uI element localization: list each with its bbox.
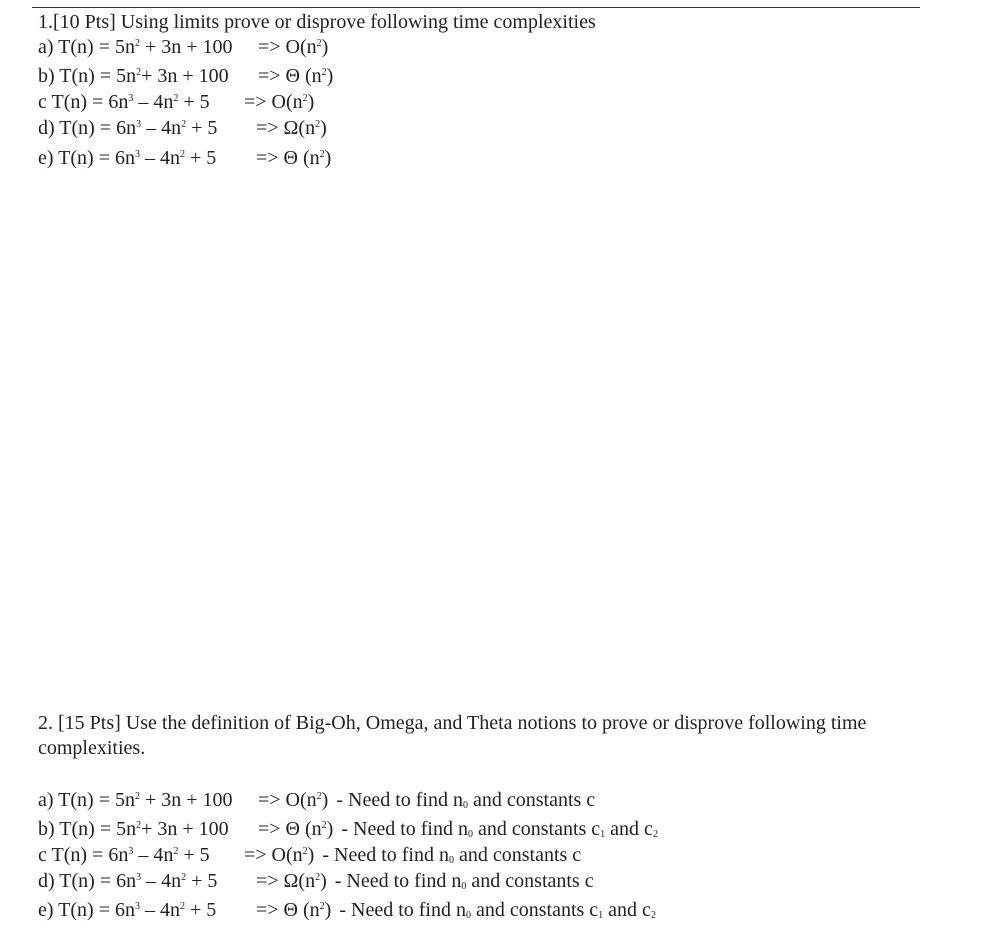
q1-item-b	[38, 64, 333, 88]
q1-item-d	[38, 116, 327, 140]
q2-item-a-note: - Need to find $n_0$ and constants c	[336, 789, 596, 811]
q1-item-e	[38, 146, 331, 170]
q2-item-c-bound: => $O(n^2)$	[244, 844, 315, 866]
q1-item-e-expr: e) $T(n) = 6n^3 - 4n^2 + 5$	[38, 147, 217, 169]
q1-item-d-bound: => $\Omega(n^2)$	[256, 117, 327, 139]
q1-item-a	[38, 35, 328, 59]
q1-item-a-bound: => $O(n^2)$	[258, 36, 329, 58]
q2-item-d-bound: => $\Omega(n^2)$	[256, 870, 327, 892]
q1-item-e-bound: => Θ $(n^2)$	[256, 147, 332, 169]
q2-heading-line2: complexities.	[38, 737, 146, 759]
q2-heading-line1: 2. [15 Pts] Use the definition of Big-Oh, Omega, and Theta notions to prove or disprove following time	[38, 712, 867, 734]
q2-item-a-bound: => $O(n^2)$	[258, 789, 329, 811]
q2-item-a	[38, 788, 595, 812]
q2-item-e-bound: => Θ $(n^2)$	[256, 899, 332, 921]
q2-item-b-note: - Need to find $n_0$ and constants $c_1$ and $c_2$	[341, 818, 658, 840]
q1-item-c-expr: c $T(n) = 6n^3 - 4n^2 + 5$	[38, 91, 210, 113]
q1-item-b-bound: => Θ $(n^2)$	[258, 65, 334, 87]
q2-item-e-note: - Need to find $n_0$ and constants $c_1$ and $c_2$	[339, 899, 656, 921]
q2-item-e-expr: e) $T(n) = 6n^3 - 4n^2 + 5$	[38, 899, 217, 921]
q1-item-d-expr: d) $T(n) = 6n^3 - 4n^2 + 5$	[38, 117, 218, 139]
q2-item-d	[38, 869, 594, 893]
top-rule	[32, 7, 920, 8]
q2-item-d-expr: d) $T(n) = 6n^3 - 4n^2 + 5$	[38, 870, 218, 892]
q2-item-c-note: - Need to find $n_0$ and constants c	[322, 844, 582, 866]
q1-item-a-expr: a) $T(n) = 5n^2 + 3n + 100$	[38, 36, 233, 58]
q2-item-d-note: - Need to find $n_0$ and constants c	[334, 870, 594, 892]
q1-item-c	[38, 90, 314, 114]
q2-item-c	[38, 843, 581, 867]
q2-item-a-expr: a) $T(n) = 5n^2 + 3n + 100$	[38, 789, 233, 811]
q2-item-b-bound: => Θ $(n^2)$	[258, 818, 334, 840]
q1-item-b-expr: b) $T(n) = 5n^2+ 3n + 100$	[38, 65, 229, 87]
q2-item-c-expr: c $T(n) = 6n^3 - 4n^2 + 5$	[38, 844, 210, 866]
q1-heading: 1.[10 Pts] Using limits prove or disprove following time complexities	[38, 11, 596, 33]
q2-item-b	[38, 817, 658, 841]
q2-item-b-expr: b) $T(n) = 5n^2+ 3n + 100$	[38, 818, 229, 840]
q1-item-c-bound: => $O(n^2)$	[244, 91, 315, 113]
q2-item-e	[38, 898, 656, 922]
